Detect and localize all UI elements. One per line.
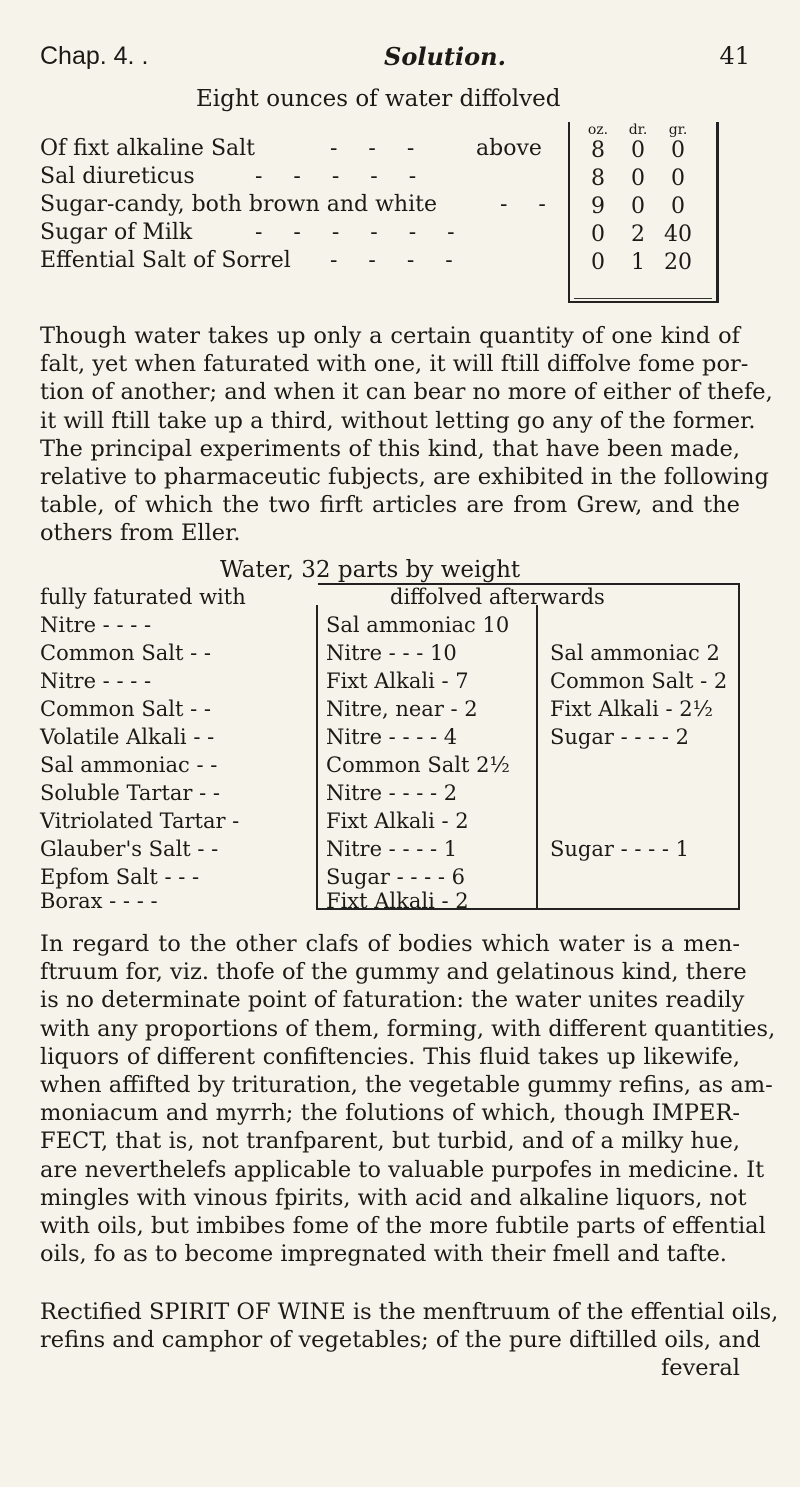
saturant-cell: Common Salt - - [40,641,211,665]
quantity-row [570,166,716,192]
dissolved-cell: Fixt Alkali - 2 [326,889,469,913]
paragraph-saturation [40,322,773,548]
dr-value: 0 [631,194,645,219]
text-line: FECT, that is, not tranfparent, but turbid, and of a milky hue, [40,1128,740,1155]
dissolved-cell: Nitre - - - - 4 [326,725,458,749]
row-leader: - - - - [330,248,465,273]
table1-row [40,220,570,246]
saturant-cell: Borax - - - - [40,889,158,913]
quantity-row [570,222,716,248]
text-line: with any proportions of them, forming, with different quantities, [40,1015,776,1042]
text-line: ftruum for, viz. thofe of the gummy and gelatinous kind, there [40,959,747,986]
quantity-column-box [568,122,719,303]
table1-row [40,248,570,274]
row-label: Sugar-candy, both brown and white [40,192,437,217]
text-line: it will ftill take up a third, without letting go any of the former. [40,407,756,434]
further-dissolved-cell: Sugar - - - - 2 [550,725,690,749]
saturation-table [40,585,760,913]
row-label: Sal diureticus [40,164,195,189]
oz-value: 0 [591,250,605,275]
text-line: tion of another; and when it can bear no more of either of thefe, [40,379,773,406]
text-line: relative to pharmaceutic fubjects, are exhibited in the following [40,464,769,491]
text-line: when affifted by trituration, the vegetable gummy refins, as am- [40,1072,773,1099]
text-line: falt, yet when faturated with one, it will ftill diffolve fome por- [40,351,749,378]
dr-value: 0 [631,166,645,191]
gr-value: 0 [671,166,685,191]
text-line: others from Eller. [40,520,241,547]
row-leader: - - [500,192,558,217]
dissolved-cell: Nitre - - - 10 [326,641,457,665]
page-number: 41 [719,42,750,70]
row-label: Effential Salt of Sorrel [40,248,291,273]
text-line: oils, fo as to become impregnated with their fmell and tafte. [40,1241,727,1268]
oz-value: 8 [591,166,605,191]
dissolved-cell: Sal ammoniac 10 [326,613,510,637]
row-label: Sugar of Milk [40,220,193,245]
saturant-cell: Epfom Salt - - - [40,865,200,889]
running-head [40,42,750,74]
paragraph-spirit-of-wine [40,1298,779,1383]
table1-row [40,192,570,218]
dissolved-cell: Fixt Alkali - 7 [326,669,469,693]
further-dissolved-cell: Fixt Alkali - 2½ [550,697,713,721]
table2-edge-rule [738,583,740,910]
column-underline [574,298,712,299]
saturant-cell: Glauber's Salt - - [40,837,219,861]
table2-column-rule [536,605,538,910]
saturant-cell: Soluble Tartar - - [40,781,221,805]
gr-value: 0 [671,194,685,219]
row-leader: - - - - - - [255,220,467,245]
further-dissolved-cell: Sugar - - - - 1 [550,837,690,861]
quantity-row [570,250,716,276]
table1-row [40,164,570,190]
text-line: In regard to the other clafs of bodies which water is a men- [40,931,740,957]
row-label: Of fixt alkaline Salt [40,136,256,161]
row-note: above [476,136,542,161]
saturant-cell: Sal ammoniac - - [40,753,218,777]
text-line: table, of which the two firft articles are from Grew, and the [40,492,740,519]
saturant-cell: Common Salt - - [40,697,211,721]
gr-value: 0 [671,138,685,163]
unit-oz: oz. [587,122,609,138]
dissolved-cell: Nitre - - - - 1 [326,837,458,861]
further-dissolved-cell: Sal ammoniac 2 [550,641,720,665]
table1-caption: Eight ounces of water diffolved [196,86,561,112]
table2-column-rule [316,605,318,910]
dissolved-cell: Sugar - - - - 6 [326,865,466,889]
quantity-row [570,194,716,220]
text-line: mingles with vinous fpirits, with acid and alkaline liquors, not [40,1184,747,1211]
chapter-label: Chap. 4. . [40,42,149,70]
dr-value: 1 [631,250,645,275]
section-title: Solution. [384,42,506,71]
dissolved-cell: Fixt Alkali - 2 [326,809,469,833]
text-line: with oils, but imbibes fome of the more fubtile parts of effential [40,1213,766,1240]
text-line: is no determinate point of faturation: the water unites readily [40,987,745,1014]
saturant-cell: Nitre - - - - [40,669,152,693]
column-head-saturated: fully faturated with [40,585,246,609]
unit-gr: gr. [668,122,688,138]
catchword: feveral [660,1355,740,1382]
dr-value: 2 [631,222,645,247]
text-line: Rectified SPIRIT OF WINE is the menftruum of the effential oils, [40,1299,779,1325]
text-line: are neverthelefs applicable to valuable purpofes in medicine. It [40,1156,765,1183]
text-line: refins and camphor of vegetables; of the pure diftilled oils, and [40,1327,761,1354]
column-head-dissolved: diffolved afterwards [390,585,605,609]
row-leader: - - - - - [255,164,429,189]
further-dissolved-cell: Common Salt - 2 [550,669,728,693]
paragraph-gummy-bodies [40,930,776,1268]
oz-value: 8 [591,138,605,163]
saturant-cell: Nitre - - - - [40,613,152,637]
oz-value: 0 [591,222,605,247]
gr-value: 20 [664,250,692,275]
row-leader: - - - [330,136,427,161]
text-line: The principal experiments of this kind, that have been made, [40,435,740,462]
saturant-cell: Vitriolated Tartar - [40,809,240,833]
table2-title: Water, 32 parts by weight [220,557,521,583]
text-line: liquors of different confiftencies. This fluid takes up likewife, [40,1043,740,1070]
saturant-cell: Volatile Alkali - - [40,725,215,749]
text-line: Though water takes up only a certain quantity of one kind of [40,323,740,349]
dissolved-cell: Common Salt 2½ [326,753,510,777]
unit-dr: dr. [628,122,648,138]
table1-row [40,136,570,162]
gr-value: 40 [664,222,692,247]
dissolved-cell: Nitre - - - - 2 [326,781,458,805]
dissolved-cell: Nitre, near - 2 [326,697,478,721]
quantity-row [570,138,716,164]
text-line: moniacum and myrrh; the folutions of which, though IMPER- [40,1100,740,1127]
oz-value: 9 [591,194,605,219]
dr-value: 0 [631,138,645,163]
